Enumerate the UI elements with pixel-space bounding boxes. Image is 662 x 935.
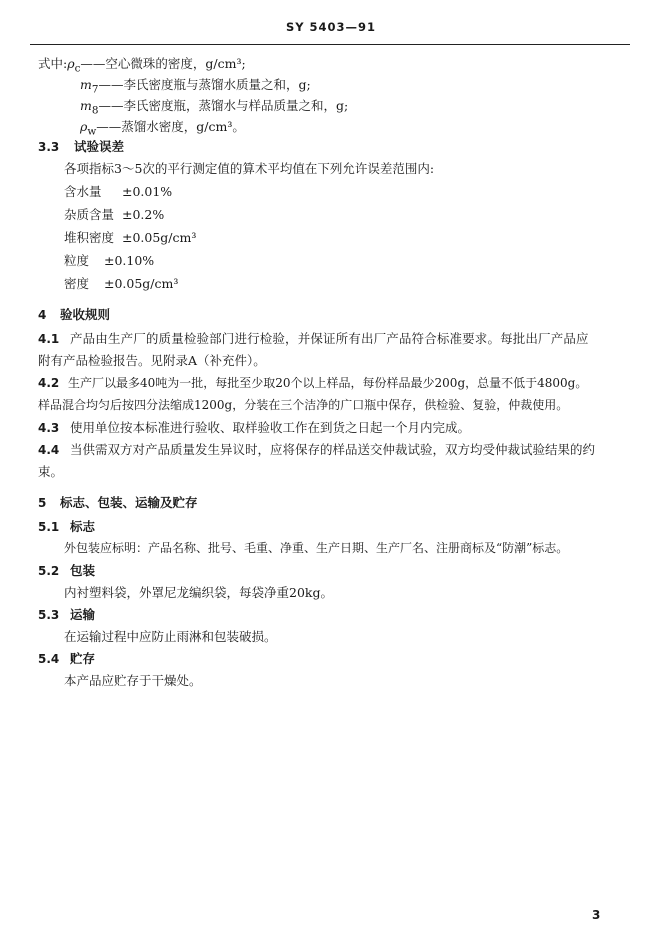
section-5-3-heading [38, 605, 95, 623]
clause-4-1-line-1 [38, 329, 589, 347]
section-5-3-text: 在运输过程中应防止雨淋和包装破损。 [64, 629, 277, 644]
section-5-4-heading [38, 649, 95, 667]
symbol: ρ [80, 119, 88, 134]
section-4-heading [38, 305, 110, 323]
section-5-heading [38, 493, 198, 511]
formula-definitions-line-2 [80, 75, 311, 96]
document-code: SY 5403—91 [285, 20, 377, 34]
clause-number: 4.4 [38, 443, 60, 457]
tolerance-item [64, 251, 154, 269]
section-5-1-heading [38, 517, 95, 535]
formula-definitions-line-4 [80, 117, 245, 138]
clause-4-4-line-2: 束。 [38, 464, 64, 479]
section-5-2-text: 内衬塑料袋，外罩尼龙编织袋，每袋净重20kg。 [64, 585, 333, 600]
section-number: 5.4 [38, 652, 60, 666]
tolerance-value: ±0.05g/cm³ [104, 276, 179, 291]
symbol-subscript: c [74, 62, 81, 75]
section-number: 5.2 [38, 564, 60, 578]
section-number: 5.3 [38, 608, 60, 622]
tolerance-name: 含水量 [64, 184, 102, 199]
section-5-4-text: 本产品应贮存于干燥处。 [64, 673, 202, 688]
clause-text: 生产厂以最多40吨为一批，每批至少取20个以上样品，每份样品最少200g，总量不低于4800g。 [68, 376, 588, 390]
definition-text: ——李氏密度瓶与蒸馏水质量之和，g; [98, 77, 311, 92]
tolerance-value: ±0.01% [122, 184, 173, 199]
tolerance-name: 杂质含量 [64, 207, 115, 222]
formula-intro: 式中: [38, 56, 68, 71]
symbol: m [80, 77, 92, 92]
clause-4-1-line-2: 附有产品检验报告。见附录A（补充件）。 [38, 353, 266, 368]
section-number: 3.3 [38, 140, 60, 154]
tolerance-value: ±0.2% [122, 207, 165, 222]
clause-4-4-line-1 [38, 440, 595, 458]
tolerance-item [64, 182, 172, 200]
section-title: 运输 [70, 607, 96, 622]
clause-4-2-line-2: 样品混合均匀后按四分法缩成1200g，分装在三个洁净的广口瓶中保存，供检验、复验，仲裁使用。 [38, 398, 569, 412]
definition-text: ——蒸馏水密度，g/cm³。 [96, 119, 245, 134]
tolerance-name: 密度 [64, 276, 90, 291]
section-number: 5.1 [38, 520, 60, 534]
page-number: 3 [592, 908, 601, 922]
section-title: 验收规则 [60, 307, 111, 322]
clause-text: 当供需双方对产品质量发生异议时，应将保存的样品送交仲裁试验，双方均受仲裁试验结果的约 [70, 442, 596, 457]
symbol-subscript: w [87, 125, 97, 138]
clause-text: 产品由生产厂的质量检验部门进行检验，并保证所有出厂产品符合标准要求。每批出厂产品应 [70, 331, 589, 346]
symbol-subscript: 8 [91, 104, 99, 117]
section-title: 贮存 [70, 651, 96, 666]
symbol: m [80, 98, 92, 113]
clause-text: 使用单位按本标准进行验收、取样验收工作在到货之日起一个月内完成。 [70, 420, 471, 435]
tolerance-item [64, 274, 178, 292]
section-number: 5 [38, 496, 47, 510]
symbol-subscript: 7 [91, 83, 99, 96]
tolerance-value: ±0.05g/cm³ [122, 230, 197, 245]
symbol: ρ [67, 56, 75, 71]
section-title: 包装 [70, 563, 96, 578]
section-5-1-text: 外包装应标明：产品名称、批号、毛重、净重、生产日期、生产厂名、注册商标及“防潮”标志。 [64, 541, 569, 555]
clause-number: 4.3 [38, 421, 60, 435]
definition-text: ——空心微珠的密度，g/cm³; [80, 56, 246, 71]
formula-definitions-line-3 [80, 96, 348, 117]
section-5-2-heading [38, 561, 95, 579]
definition-text: ——李氏密度瓶，蒸馏水与样品质量之和，g; [98, 98, 349, 113]
tolerance-name: 粒度 [64, 253, 90, 268]
section-number: 4 [38, 308, 47, 322]
section-3-3-intro: 各项指标3～5次的平行测定值的算术平均值在下列允许误差范围内: [64, 161, 435, 176]
tolerance-item [64, 205, 164, 223]
section-title: 试验误差 [74, 139, 125, 154]
clause-4-2-line-1 [38, 374, 587, 391]
header-rule [30, 44, 630, 45]
clause-number: 4.1 [38, 332, 60, 346]
tolerance-item [64, 228, 196, 246]
section-title: 标志 [70, 519, 96, 534]
clause-number: 4.2 [38, 376, 60, 390]
clause-4-3-line-1 [38, 418, 470, 436]
tolerance-name: 堆积密度 [64, 230, 115, 245]
formula-definitions-line-1 [38, 54, 246, 75]
tolerance-value: ±0.10% [104, 253, 155, 268]
section-title: 标志、包装、运输及贮存 [60, 495, 198, 510]
section-3-3-heading [38, 137, 124, 155]
